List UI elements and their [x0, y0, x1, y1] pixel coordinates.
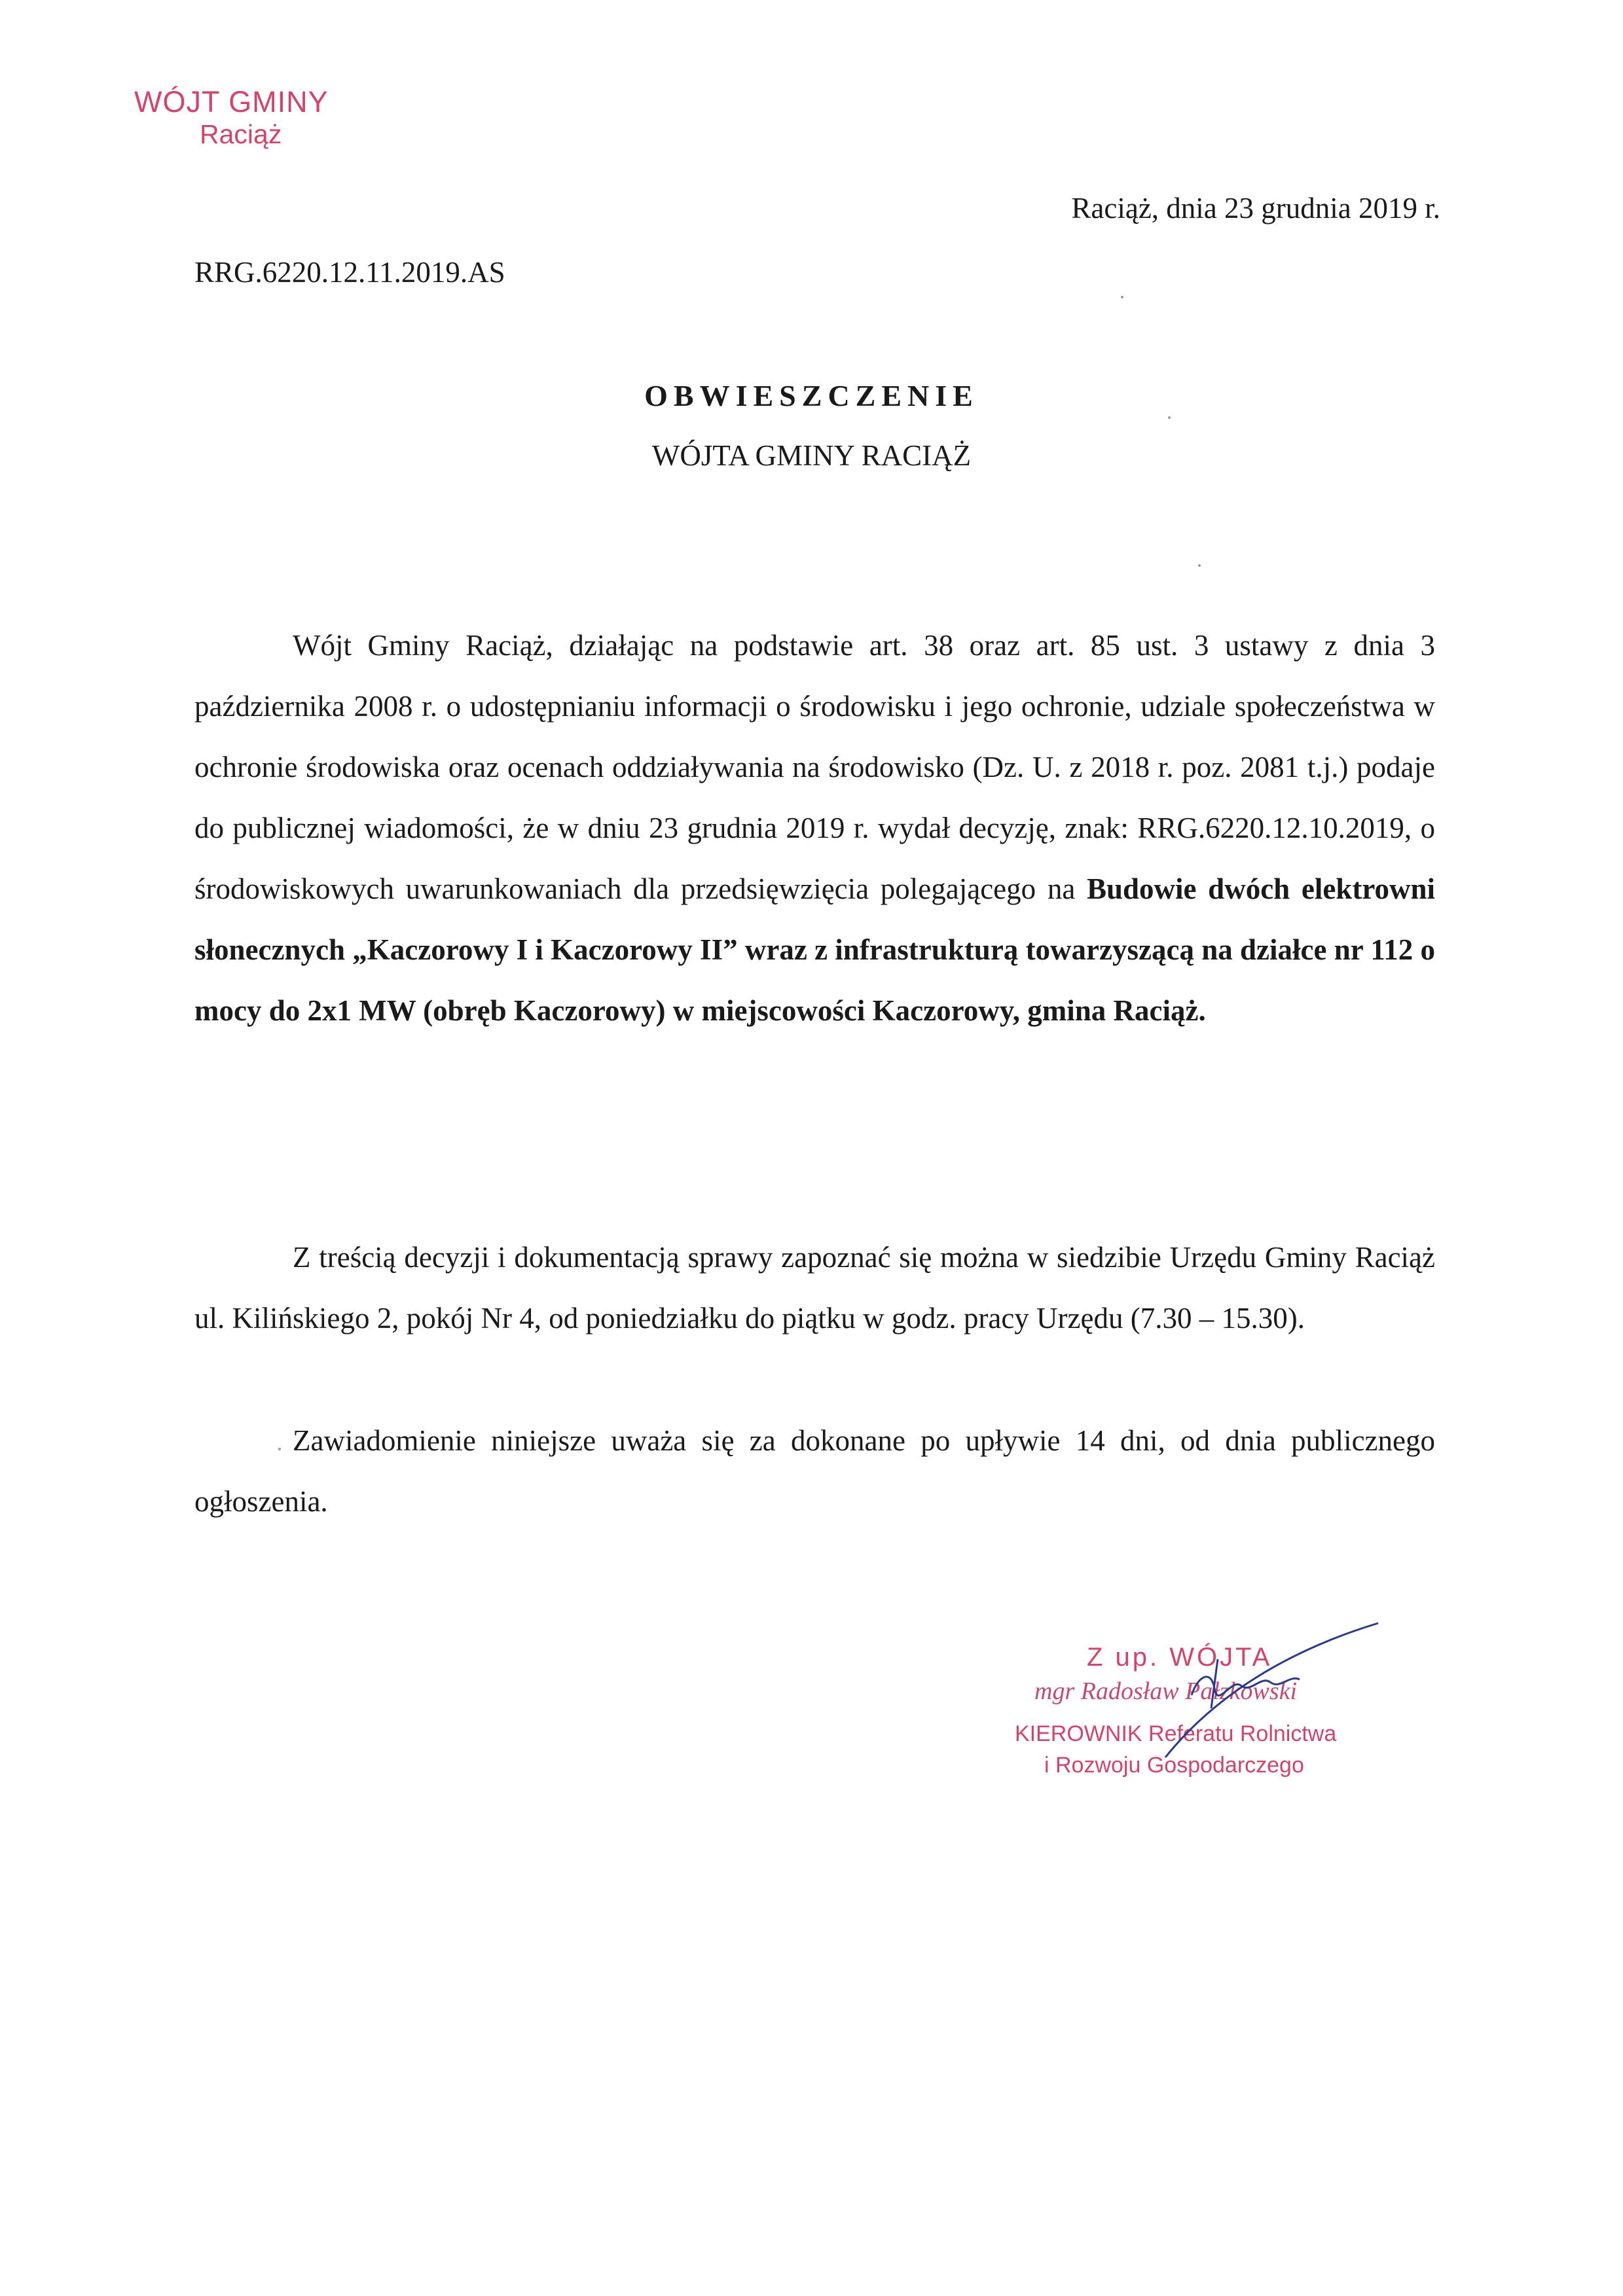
- reference-number: RRG.6220.12.11.2019.AS: [194, 256, 505, 289]
- paragraph-decision: [194, 615, 1435, 1041]
- paragraph-decision-intro: Wójt Gminy Raciąż, działając na podstawie art. 38 oraz art. 85 ust. 3 ustawy z dnia 3 października 2008 r. o udostępnianiu informacji o środowisku i jego ochronie, udziale społeczeństwa w ochronie środowiska oraz ocenach oddziaływania na środowisko (Dz. U. z 2018 r. poz. 2081 t.j.) podaje do publicznej wiadomości, że w dniu 23 grudnia 2019 r. wydał decyzję, znak: RRG.6220.12.10.2019, o środowiskowych uwarunkowaniach dla przedsięwzięcia polegającego na: [194, 629, 1435, 905]
- signature-stamp-line4: i Rozwoju Gospodarczego: [1044, 1753, 1304, 1778]
- document-date: Raciąż, dnia 23 grudnia 2019 r.: [1071, 192, 1440, 224]
- scan-speck: [1198, 564, 1201, 567]
- paragraph-decision-project: Budowie dwóch elektrowni słonecznych „Kaczorowy I i Kaczorowy II” wraz z infrastrukturą towarzyszącą na działce nr 112 o mocy do 2x1 MW (obręb Kaczorowy) w miejscowości Kaczorowy, gmina Raciąż.: [194, 872, 1436, 1027]
- signature-stamp-line1: Z up. WÓJTA: [1087, 1643, 1273, 1672]
- header-stamp: [134, 85, 409, 150]
- scan-speck: [1121, 296, 1123, 298]
- signature-stamp-line3: KIEROWNIK Referatu Rolnictwa: [1015, 1721, 1337, 1746]
- paragraph-access-text: Z treścią decyzji i dokumentacją sprawy zapoznać się można w siedzibie Urzędu Gminy Raciąż ul. Kilińskiego 2, pokój Nr 4, od poniedziałku do piątku w godz. pracy Urzędu (7.30 – 15.30).: [194, 1241, 1435, 1335]
- scan-speck: [1168, 416, 1171, 419]
- signature-stamp-line2: mgr Radosław Pałzkowski: [1034, 1677, 1298, 1705]
- paragraph-notice-text: Zawiadomienie niniejsze uważa się za dokonane po upływie 14 dni, od dnia publicznego ogłoszenia.: [194, 1424, 1435, 1518]
- stamp-header-line2: Raciąż: [200, 118, 282, 149]
- stamp-header-line1: WÓJT GMINY: [134, 85, 329, 118]
- document-subtitle: WÓJTA GMINY RACIĄŻ: [651, 439, 972, 472]
- paragraph-notice: [194, 1410, 1435, 1532]
- scan-speck: [278, 1448, 281, 1450]
- document-title: OBWIESZCZENIE: [644, 379, 979, 412]
- handwritten-signature: [1152, 1617, 1388, 1767]
- paragraph-access: [194, 1227, 1435, 1349]
